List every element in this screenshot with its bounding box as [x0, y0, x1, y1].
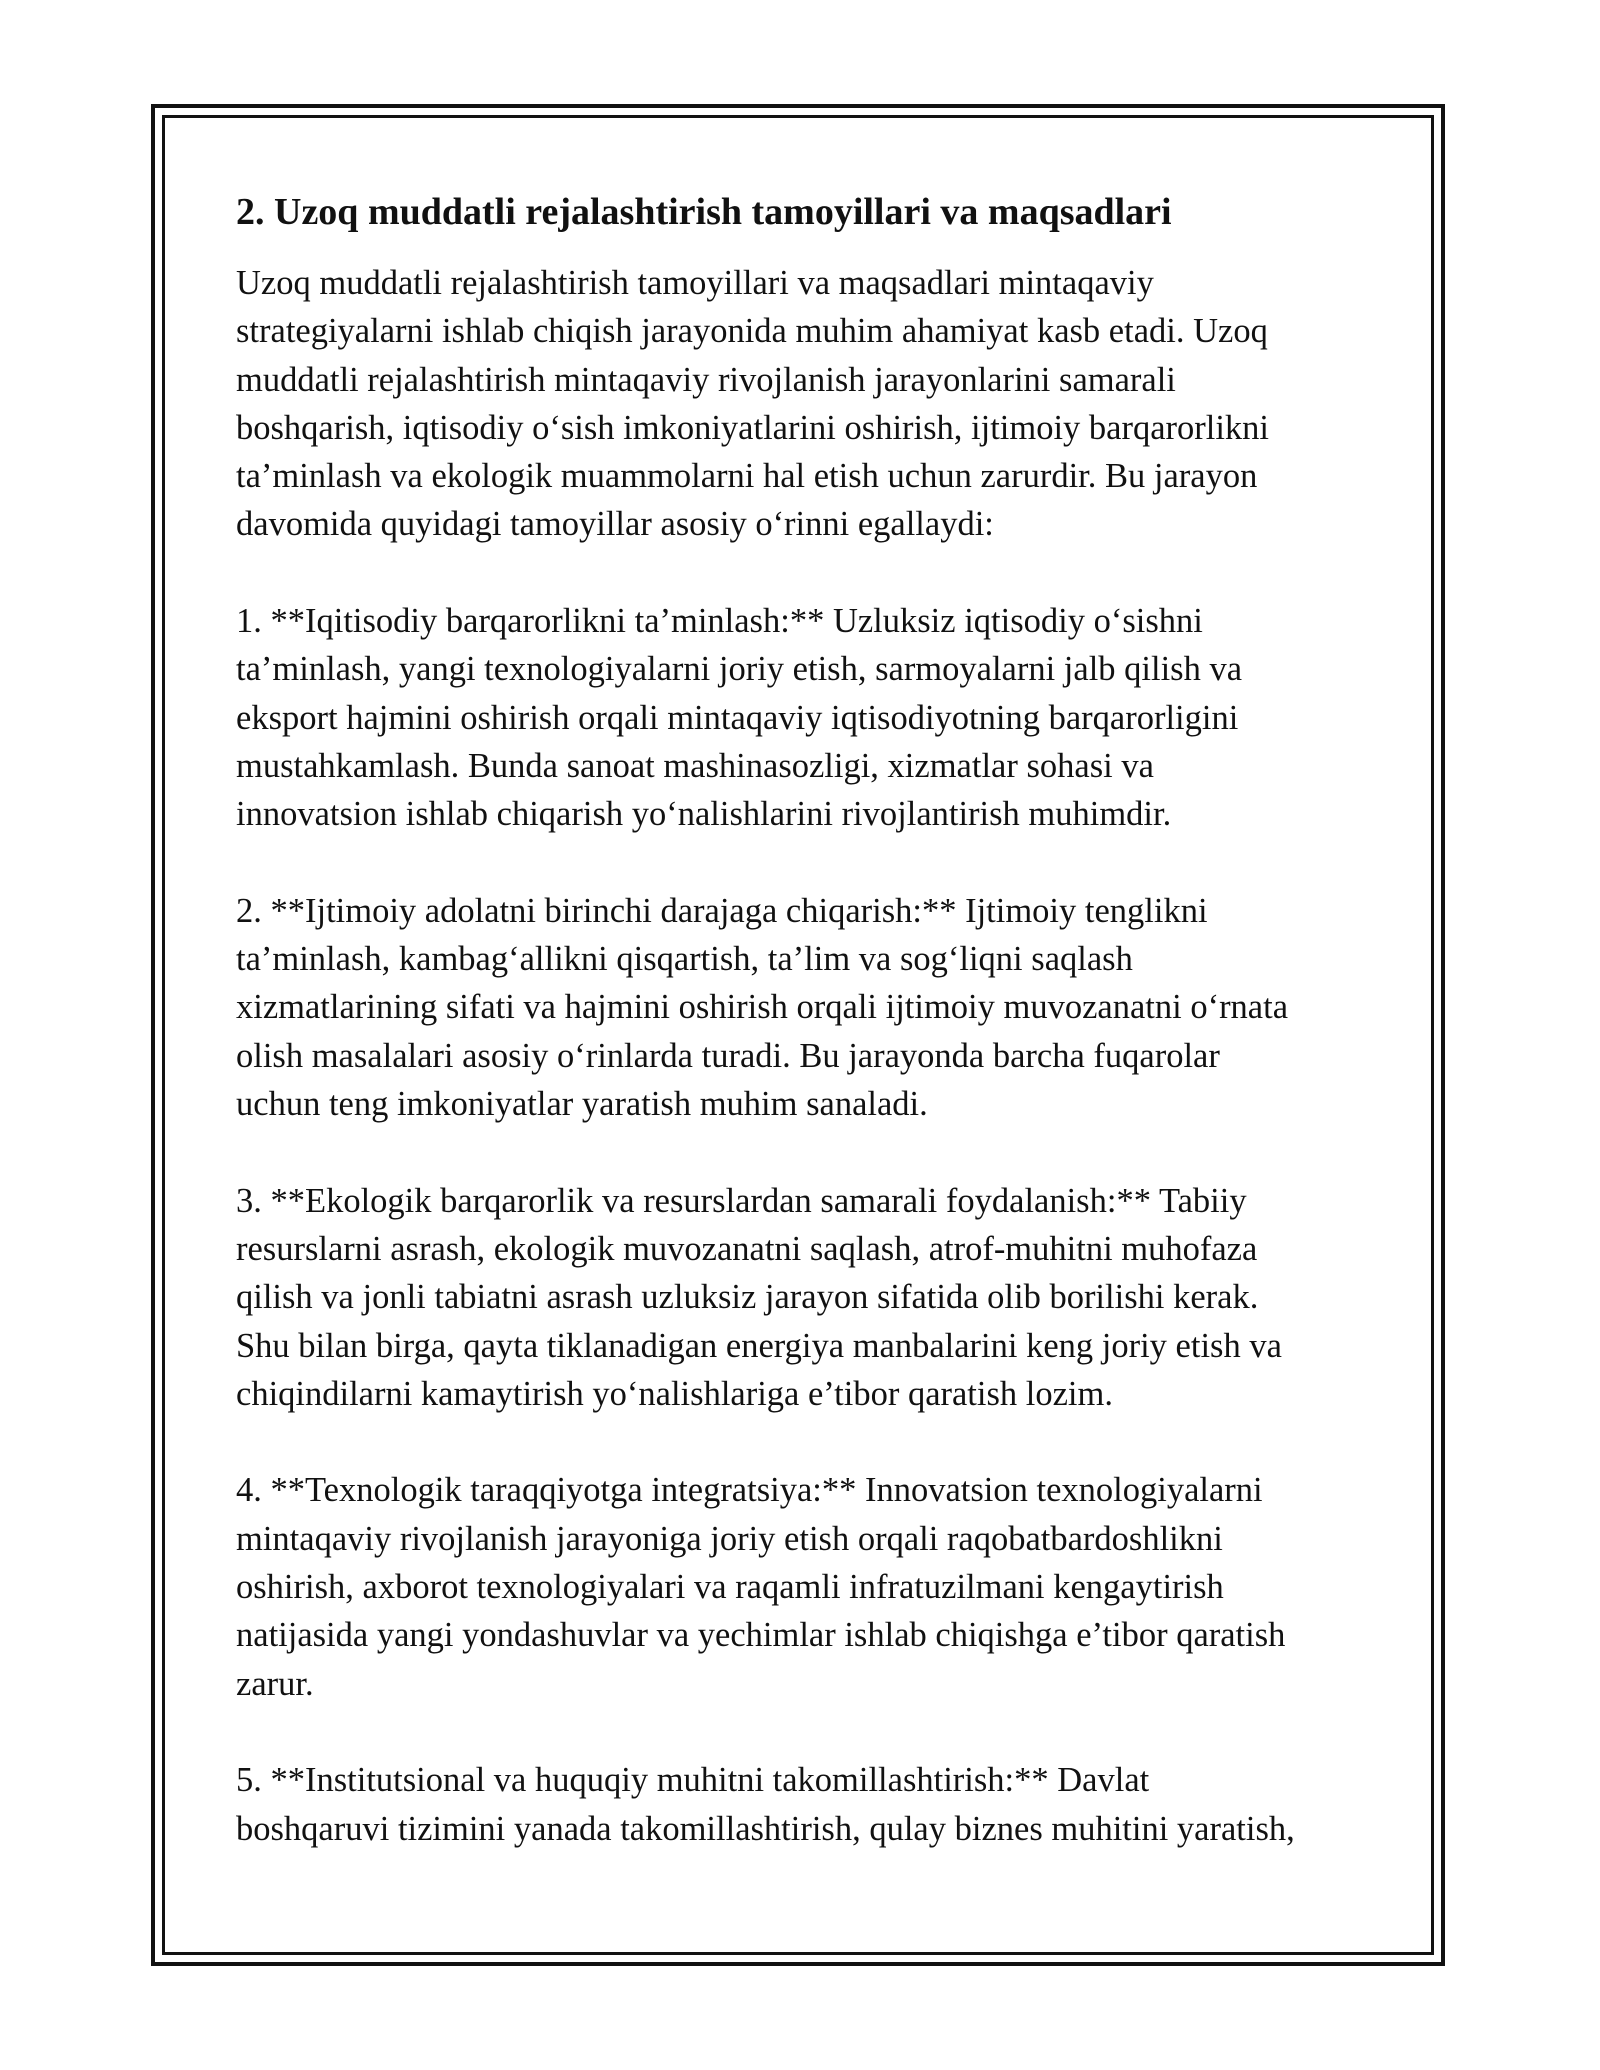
text-line: ta’minlash va ekologik muammolarni hal etish uchun zarurdir. Bu jarayon [236, 457, 1258, 496]
text-line: uchun teng imkoniyatlar yaratish muhim sanaladi. [236, 1085, 928, 1124]
text-line: Uzoq muddatli rejalashtirish tamoyillari va maqsadlari mintaqaviy [236, 264, 1154, 302]
text-line: 2. **Ijtimoiy adolatni birinchi darajaga chiqarish:** Ijtimoiy tenglikni [236, 891, 1208, 930]
principle-4-paragraph [236, 1466, 1371, 1707]
text-line: eksport hajmini oshirish orqali mintaqaviy iqtisodiyotning barqarorligini [236, 698, 1239, 737]
text-line: mintaqaviy rivojlanish jarayoniga joriy etish orqali raqobatbardoshlikni [236, 1519, 1223, 1558]
text-line: boshqarish, iqtisodiy o‘sish imkoniyatlarini oshirish, ijtimoiy barqarorlikni [236, 408, 1270, 447]
text-line: oshirish, axborot texnologiyalari va raqamli infratuzilmani kengaytirish [236, 1568, 1224, 1607]
text-line: zarur. [236, 1664, 314, 1703]
text-line: muddatli rejalashtirish mintaqaviy rivojlanish jarayonlarini samarali [236, 360, 1176, 399]
text-line: resurslarni asrash, ekologik muvozanatni saqlash, atrof-muhitni muhofaza [236, 1229, 1258, 1268]
text-line: xizmatlarining sifati va hajmini oshirish orqali ijtimoiy muvozanatni o‘rnata [236, 988, 1289, 1027]
text-line: 1. **Iqitisodiy barqarorlikni ta’minlash:** Uzluksiz iqtisodiy o‘sishni [236, 602, 1203, 641]
text-line: Shu bilan birga, qayta tiklanadigan energiya manbalarini keng joriy etish va [236, 1326, 1282, 1365]
text-line: ta’minlash, kambag‘allikni qisqartish, ta’lim va sog‘liqni saqlash [236, 940, 1133, 979]
principle-2-paragraph [236, 887, 1371, 1128]
text-line: chiqindilarni kamaytirish yo‘nalishlariga e’tibor qaratish lozim. [236, 1374, 1113, 1413]
text-line: olish masalalari asosiy o‘rinlarda turadi. Bu jarayonda barcha fuqarolar [236, 1036, 1220, 1075]
principle-3-paragraph [236, 1177, 1371, 1418]
principle-5-paragraph [236, 1756, 1371, 1853]
text-line: 3. **Ekologik barqarorlik va resurslardan samarali foydalanish:** Tabiiy [236, 1181, 1247, 1220]
text-line: 5. **Institutsional va huquqiy muhitni takomillashtirish:** Davlat [236, 1761, 1150, 1800]
principle-1-paragraph [236, 597, 1371, 838]
text-line: 4. **Texnologik taraqqiyotga integratsiya:** Innovatsion texnologiyalarni [236, 1471, 1263, 1510]
text-line: innovatsion ishlab chiqarish yo‘nalishlarini rivojlantirish muhimdir. [236, 795, 1172, 834]
text-line: boshqaruvi tizimini yanada takomillashtirish, qulay biznes muhitini yaratish, [236, 1809, 1295, 1848]
section-heading: 2. Uzoq muddatli rejalashtirish tamoyillari va maqsadlari [236, 191, 1172, 233]
text-line: natijasida yangi yondashuvlar va yechimlar ishlab chiqishga e’tibor qaratish [236, 1616, 1286, 1655]
text-line: strategiyalarni ishlab chiqish jarayonida muhim ahamiyat kasb etadi. Uzoq [236, 312, 1268, 351]
text-line: ta’minlash, yangi texnologiyalarni joriy etish, sarmoyalarni jalb qilish va [236, 650, 1243, 689]
document-body [236, 188, 1371, 1853]
intro-paragraph [236, 259, 1371, 549]
text-line: davomida quyidagi tamoyillar asosiy o‘rinni egallaydi: [236, 505, 994, 544]
text-line: qilish va jonli tabiatni asrash uzluksiz jarayon sifatida olib borilishi kerak. [236, 1278, 1259, 1317]
text-line: mustahkamlash. Bunda sanoat mashinasozligi, xizmatlar sohasi va [236, 746, 1154, 785]
